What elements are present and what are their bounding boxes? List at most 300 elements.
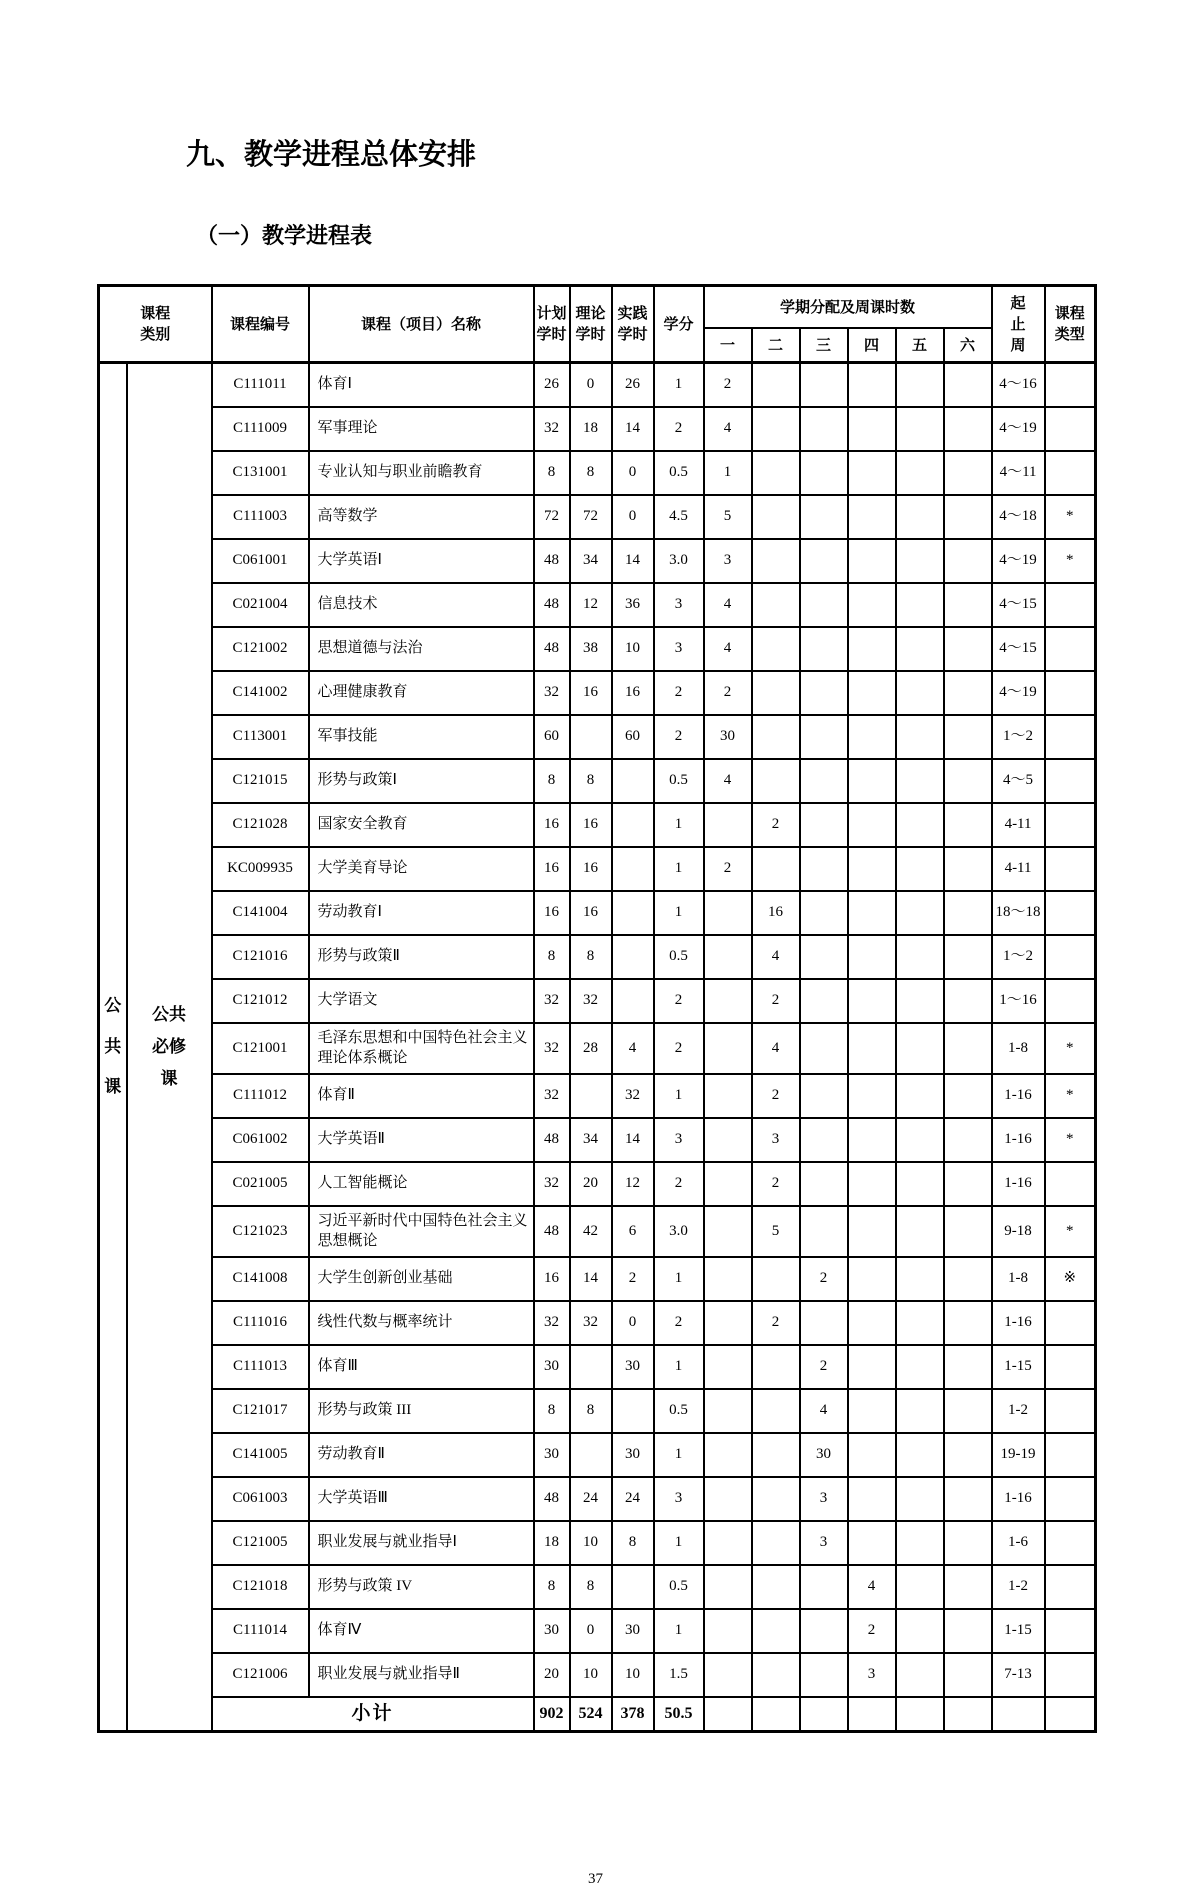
theory-hours-cell: 42 [570,1206,612,1257]
plan-hours-cell: 32 [534,979,570,1023]
sem-4-cell: 4 [848,1565,896,1609]
theory-hours-cell [570,1433,612,1477]
plan-hours-cell: 30 [534,1345,570,1389]
sem-4-cell [848,891,896,935]
subtotal-sem-1 [704,1697,752,1732]
course-code-cell: C111014 [212,1609,309,1653]
course-type-cell [1045,1389,1096,1433]
practice-hours-cell [612,935,654,979]
sem-2-cell [752,847,800,891]
sem-6-cell [944,1565,992,1609]
credit-cell: 2 [654,979,704,1023]
sem-3-cell: 2 [800,1345,848,1389]
sem-5-cell [896,1301,944,1345]
credit-cell: 2 [654,1301,704,1345]
weeks-cell: 1～16 [992,979,1045,1023]
plan-hours-cell: 48 [534,1118,570,1162]
course-name-cell: 军事理论 [309,407,534,451]
header-sem-3: 三 [800,328,848,363]
sem-4-cell [848,451,896,495]
sem-4-cell [848,847,896,891]
weeks-cell: 1-15 [992,1609,1045,1653]
course-row [99,891,1096,935]
course-type-cell [1045,1345,1096,1389]
sem-3-cell [800,891,848,935]
sem-3-cell [800,451,848,495]
sem-5-cell [896,979,944,1023]
practice-hours-cell: 12 [612,1162,654,1206]
theory-hours-cell: 72 [570,495,612,539]
weeks-cell: 4～16 [992,363,1045,408]
course-code-cell: C111012 [212,1074,309,1118]
course-code-cell: C121005 [212,1521,309,1565]
course-code-cell: C111011 [212,363,309,408]
course-code-cell: C141005 [212,1433,309,1477]
sem-3-cell [800,979,848,1023]
sem-4-cell: 3 [848,1653,896,1697]
plan-hours-cell: 16 [534,803,570,847]
course-row [99,407,1096,451]
sem-3-cell [800,583,848,627]
practice-hours-cell: 60 [612,715,654,759]
course-row [99,1521,1096,1565]
theory-hours-cell [570,715,612,759]
weeks-cell: 19-19 [992,1433,1045,1477]
sem-6-cell [944,1653,992,1697]
weeks-cell: 4～19 [992,671,1045,715]
course-code-cell: C021004 [212,583,309,627]
subtotal-sem-3 [800,1697,848,1732]
plan-hours-cell: 32 [534,1023,570,1074]
credit-cell: 3 [654,1118,704,1162]
sem-3-cell [800,1023,848,1074]
course-name-cell: 职业发展与就业指导Ⅱ [309,1653,534,1697]
course-table-body [99,363,1096,1732]
practice-hours-cell: 14 [612,1118,654,1162]
theory-hours-cell: 20 [570,1162,612,1206]
sem-2-cell: 5 [752,1206,800,1257]
sem-1-cell [704,1257,752,1301]
course-name-cell: 体育Ⅲ [309,1345,534,1389]
sem-2-cell: 2 [752,979,800,1023]
sem-1-cell [704,1206,752,1257]
course-row [99,935,1096,979]
sem-2-cell: 2 [752,1301,800,1345]
sem-5-cell [896,803,944,847]
course-name-cell: 人工智能概论 [309,1162,534,1206]
weeks-cell: 1-16 [992,1162,1045,1206]
sem-2-cell [752,495,800,539]
sem-4-cell [848,979,896,1023]
sem-6-cell [944,407,992,451]
sem-1-cell [704,1389,752,1433]
plan-hours-cell: 8 [534,1565,570,1609]
sem-1-cell: 4 [704,627,752,671]
sem-5-cell [896,1609,944,1653]
theory-hours-cell: 34 [570,1118,612,1162]
sem-4-cell [848,715,896,759]
course-type-cell [1045,583,1096,627]
sem-1-cell [704,1162,752,1206]
sem-2-cell: 2 [752,803,800,847]
sem-5-cell [896,1433,944,1477]
header-course-name: 课程（项目）名称 [309,286,534,363]
weeks-cell: 1-2 [992,1565,1045,1609]
sem-1-cell [704,1653,752,1697]
subtotal-sem-4 [848,1697,896,1732]
course-row [99,627,1096,671]
sem-2-cell [752,583,800,627]
practice-hours-cell: 16 [612,671,654,715]
header-row-1 [99,286,1096,329]
category-sub-cell: 公共必修课 [127,363,212,1732]
credit-cell: 0.5 [654,451,704,495]
sem-6-cell [944,627,992,671]
theory-hours-cell: 32 [570,1301,612,1345]
sem-2-cell [752,1477,800,1521]
subtotal-practice-hours: 378 [612,1697,654,1732]
plan-hours-cell: 8 [534,759,570,803]
course-code-cell: C111003 [212,495,309,539]
course-name-cell: 军事技能 [309,715,534,759]
course-type-cell [1045,671,1096,715]
header-course-type: 课程类型 [1045,286,1096,363]
course-name-cell: 专业认知与职业前瞻教育 [309,451,534,495]
course-type-cell: * [1045,1074,1096,1118]
course-row [99,1477,1096,1521]
course-code-cell: C121006 [212,1653,309,1697]
sem-6-cell [944,1118,992,1162]
header-sem-6: 六 [944,328,992,363]
plan-hours-cell: 32 [534,407,570,451]
course-name-cell: 大学美育导论 [309,847,534,891]
subtotal-credits: 50.5 [654,1697,704,1732]
sem-5-cell [896,451,944,495]
sem-3-cell [800,1162,848,1206]
table-header [99,286,1096,363]
sem-6-cell [944,363,992,408]
theory-hours-cell: 8 [570,1565,612,1609]
weeks-cell: 4～5 [992,759,1045,803]
plan-hours-cell: 32 [534,671,570,715]
credit-cell: 2 [654,1162,704,1206]
credit-cell: 0.5 [654,1389,704,1433]
course-row [99,715,1096,759]
sem-1-cell [704,1074,752,1118]
sem-1-cell [704,1521,752,1565]
weeks-cell: 4～15 [992,583,1045,627]
plan-hours-cell: 18 [534,1521,570,1565]
course-code-cell: C121002 [212,627,309,671]
course-name-cell: 信息技术 [309,583,534,627]
weeks-cell: 1～2 [992,935,1045,979]
credit-cell: 1 [654,1609,704,1653]
sem-2-cell [752,1565,800,1609]
course-code-cell: C121001 [212,1023,309,1074]
sem-5-cell [896,1023,944,1074]
sem-3-cell [800,759,848,803]
sem-5-cell [896,495,944,539]
credit-cell: 1 [654,1257,704,1301]
theory-hours-cell: 28 [570,1023,612,1074]
plan-hours-cell: 26 [534,363,570,408]
course-row [99,979,1096,1023]
sem-6-cell [944,803,992,847]
subtotal-sem-5 [896,1697,944,1732]
sem-3-cell: 2 [800,1257,848,1301]
sem-3-cell [800,1074,848,1118]
header-sem-4: 四 [848,328,896,363]
course-code-cell: C121018 [212,1565,309,1609]
sem-1-cell [704,1345,752,1389]
sem-4-cell [848,1257,896,1301]
credit-cell: 1.5 [654,1653,704,1697]
course-name-cell: 大学生创新创业基础 [309,1257,534,1301]
course-row [99,1609,1096,1653]
header-theory-hours: 理论学时 [570,286,612,363]
sem-5-cell [896,1389,944,1433]
course-code-cell: C061001 [212,539,309,583]
sem-1-cell [704,1118,752,1162]
sem-1-cell [704,1477,752,1521]
credit-cell: 0.5 [654,759,704,803]
sem-2-cell [752,671,800,715]
sem-2-cell: 3 [752,1118,800,1162]
sem-6-cell [944,1257,992,1301]
sem-6-cell [944,1389,992,1433]
practice-hours-cell: 30 [612,1345,654,1389]
credit-cell: 1 [654,847,704,891]
theory-hours-cell: 18 [570,407,612,451]
weeks-cell: 7-13 [992,1653,1045,1697]
header-category: 课程类别 [99,286,212,363]
sem-5-cell [896,1162,944,1206]
sem-5-cell [896,671,944,715]
practice-hours-cell: 36 [612,583,654,627]
credit-cell: 2 [654,671,704,715]
plan-hours-cell: 30 [534,1433,570,1477]
practice-hours-cell: 2 [612,1257,654,1301]
sem-4-cell [848,1389,896,1433]
plan-hours-cell: 8 [534,1389,570,1433]
sem-4-cell [848,1521,896,1565]
weeks-cell: 1-2 [992,1389,1045,1433]
course-type-cell [1045,847,1096,891]
course-name-cell: 大学语文 [309,979,534,1023]
course-row [99,1257,1096,1301]
course-type-cell: * [1045,539,1096,583]
sem-1-cell: 2 [704,363,752,408]
course-code-cell: C131001 [212,451,309,495]
sem-2-cell [752,1521,800,1565]
weeks-cell: 1～2 [992,715,1045,759]
practice-hours-cell [612,979,654,1023]
sem-3-cell [800,1118,848,1162]
theory-hours-cell: 32 [570,979,612,1023]
sem-4-cell [848,1162,896,1206]
practice-hours-cell [612,1389,654,1433]
sem-3-cell [800,363,848,408]
sem-3-cell [800,847,848,891]
weeks-cell: 1-8 [992,1023,1045,1074]
credit-cell: 3 [654,627,704,671]
theory-hours-cell [570,1345,612,1389]
sem-4-cell [848,583,896,627]
course-row [99,671,1096,715]
header-sem-1: 一 [704,328,752,363]
course-name-cell: 形势与政策Ⅰ [309,759,534,803]
sem-1-cell [704,1609,752,1653]
sem-5-cell [896,1074,944,1118]
course-type-cell [1045,363,1096,408]
sem-4-cell [848,1301,896,1345]
sem-6-cell [944,891,992,935]
course-row [99,583,1096,627]
sem-5-cell [896,935,944,979]
credit-cell: 1 [654,891,704,935]
sem-5-cell [896,1477,944,1521]
sem-6-cell [944,1345,992,1389]
sem-5-cell [896,715,944,759]
credit-cell: 3 [654,1477,704,1521]
theory-hours-cell [570,1074,612,1118]
course-row [99,759,1096,803]
course-type-cell [1045,979,1096,1023]
sem-5-cell [896,407,944,451]
sem-5-cell [896,627,944,671]
sem-6-cell [944,979,992,1023]
course-name-cell: 形势与政策Ⅱ [309,935,534,979]
sem-1-cell: 4 [704,407,752,451]
course-name-cell: 大学英语Ⅲ [309,1477,534,1521]
weeks-cell: 1-16 [992,1477,1045,1521]
practice-hours-cell: 0 [612,451,654,495]
course-type-cell [1045,1477,1096,1521]
sem-2-cell: 4 [752,1023,800,1074]
practice-hours-cell: 30 [612,1609,654,1653]
sem-2-cell [752,1609,800,1653]
sem-6-cell [944,935,992,979]
plan-hours-cell: 48 [534,1206,570,1257]
sem-5-cell [896,759,944,803]
credit-cell: 4.5 [654,495,704,539]
course-name-cell: 体育Ⅱ [309,1074,534,1118]
practice-hours-cell: 32 [612,1074,654,1118]
plan-hours-cell: 20 [534,1653,570,1697]
course-name-cell: 形势与政策 III [309,1389,534,1433]
sem-6-cell [944,759,992,803]
sem-5-cell [896,1345,944,1389]
weeks-cell: 4～15 [992,627,1045,671]
theory-hours-cell: 16 [570,803,612,847]
course-type-cell [1045,627,1096,671]
sem-3-cell [800,935,848,979]
sem-5-cell [896,583,944,627]
subtotal-sem-6 [944,1697,992,1732]
sem-3-cell [800,1301,848,1345]
credit-cell: 3.0 [654,1206,704,1257]
course-code-cell: C111009 [212,407,309,451]
practice-hours-cell: 0 [612,1301,654,1345]
practice-hours-cell [612,847,654,891]
sem-5-cell [896,363,944,408]
sem-5-cell [896,891,944,935]
sem-6-cell [944,539,992,583]
sem-4-cell: 2 [848,1609,896,1653]
sem-1-cell [704,1433,752,1477]
theory-hours-cell: 8 [570,451,612,495]
practice-hours-cell: 30 [612,1433,654,1477]
practice-hours-cell [612,1565,654,1609]
credit-cell: 2 [654,1023,704,1074]
sem-4-cell [848,1433,896,1477]
subtotal-label: 小计 [212,1697,534,1732]
course-row [99,1162,1096,1206]
sem-6-cell [944,1206,992,1257]
plan-hours-cell: 8 [534,935,570,979]
credit-cell: 3 [654,583,704,627]
weeks-cell: 1-16 [992,1301,1045,1345]
sem-3-cell [800,1609,848,1653]
sem-6-cell [944,451,992,495]
sem-2-cell [752,1653,800,1697]
course-row [99,539,1096,583]
sem-4-cell [848,1206,896,1257]
weeks-cell: 4～11 [992,451,1045,495]
credit-cell: 0.5 [654,1565,704,1609]
course-code-cell: C141002 [212,671,309,715]
sem-2-cell: 2 [752,1162,800,1206]
sem-2-cell [752,1389,800,1433]
course-code-cell: C121016 [212,935,309,979]
weeks-cell: 1-16 [992,1118,1045,1162]
weeks-cell: 4～19 [992,407,1045,451]
sem-3-cell: 3 [800,1521,848,1565]
course-code-cell: KC009935 [212,847,309,891]
course-code-cell: C121017 [212,1389,309,1433]
sem-5-cell [896,1206,944,1257]
course-type-cell [1045,451,1096,495]
sem-2-cell [752,363,800,408]
sem-4-cell [848,407,896,451]
sem-4-cell [848,1477,896,1521]
subtotal-theory-hours: 524 [570,1697,612,1732]
sem-1-cell [704,1565,752,1609]
course-row [99,1653,1096,1697]
weeks-cell: 1-16 [992,1074,1045,1118]
plan-hours-cell: 48 [534,539,570,583]
weeks-cell: 4～18 [992,495,1045,539]
credit-cell: 1 [654,1521,704,1565]
course-type-cell [1045,1162,1096,1206]
course-type-cell [1045,891,1096,935]
sem-6-cell [944,1477,992,1521]
sem-5-cell [896,847,944,891]
sem-4-cell [848,539,896,583]
theory-hours-cell: 8 [570,759,612,803]
section-title: 九、教学进程总体安排 [186,139,477,171]
theory-hours-cell: 24 [570,1477,612,1521]
course-type-cell [1045,1433,1096,1477]
sem-4-cell [848,803,896,847]
sem-1-cell [704,1301,752,1345]
course-code-cell: C113001 [212,715,309,759]
sem-5-cell [896,539,944,583]
theory-hours-cell: 0 [570,363,612,408]
plan-hours-cell: 30 [534,1609,570,1653]
course-code-cell: C111013 [212,1345,309,1389]
header-sem-2: 二 [752,328,800,363]
